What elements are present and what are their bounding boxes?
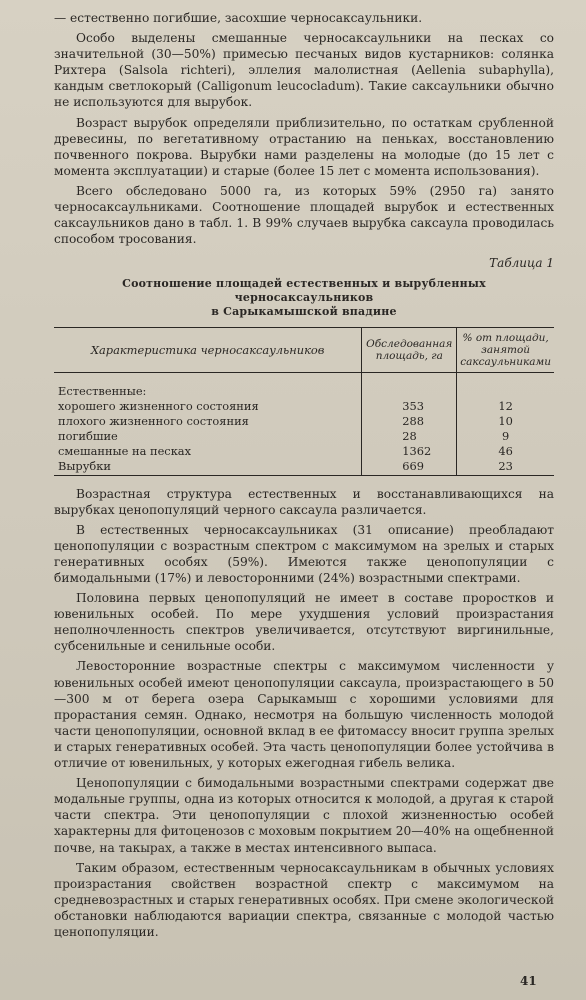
table-header-row <box>54 328 554 373</box>
row-label: плохого жизненного состояния <box>58 413 249 428</box>
paragraph-8: Левосторонние возрастные спектры с максимумом численности у ювенильных особей имеют ценопопуляции саксаула, произрастающего в 50—300 м от берега озера Сарыкамыш с хорошими условиями для прорастания семян. Однако, несмотря на большую численность молодой части ценопопуляции, основной вклад в ее фитомассу вносит группа зрелых и старых генеративных особей. Эта часть ценопопуляции более устойчива в отличие от ювенильных, у которых ежегодная гибель велика. <box>54 659 554 771</box>
row-label: хорошего жизненного состояния <box>58 398 259 413</box>
page-content <box>54 10 554 944</box>
row-label: Естественные: <box>58 383 147 398</box>
table-number: Таблица 1 <box>489 256 554 271</box>
paragraph-3: Возраст вырубок определяли приблизительно, по остаткам срубленной древесины, по вегетативному отрастанию на пеньках, восстановлению почвенного покрова. Вырубки нами разделены на молодые (до 15 лет с момента эксплуатации) и старые (более 15 лет с момента использования). <box>54 115 554 178</box>
paragraph-2: Особо выделены смешанные черносаксаульники на песках со значительной (30—50%) примесью песчаных видов кустарников: солянка Рихтера (Salsola richteri), эллелия малолистная (Aellenia subaphylla), кандым светлокорый (Calligonum leucocladum). Такие саксаульники обычно не используются для вырубок. <box>54 31 554 110</box>
header-characteristic: Характеристика черносаксаульников <box>54 328 362 373</box>
paragraph-4: Всего обследовано 5000 га, из которых 59% (2950 га) занято черносаксаульниками. Соотношение площадей вырубок и естественных саксаульников дано в табл. 1. В 99% случаев вырубка саксаула проводилась способом тросования. <box>54 183 554 247</box>
row-area: 1362 <box>362 444 457 459</box>
row-percent: 12 <box>457 399 554 414</box>
table-title-line-1: Соотношение площадей естественных и вырубленных черносаксаульников <box>122 277 486 305</box>
table-row <box>54 373 554 399</box>
row-label: погибшие <box>58 429 118 444</box>
paragraph-7: Половина первых ценопопуляций не имеет в составе проростков и ювенильных особей. По мере ухудшения условий произрастания неполночленность спектров увеличивается, отсутствуют виргинильные, субсенильные и сенильные особи. <box>54 591 554 654</box>
data-table <box>54 327 554 475</box>
row-percent <box>457 373 554 399</box>
paragraph-5: Возрастная структура естественных и восстанавливающихся на вырубках ценопопуляций черного саксаула различается. <box>54 486 554 517</box>
row-area <box>362 373 457 399</box>
table-row <box>54 444 554 459</box>
table-row <box>54 399 554 414</box>
row-area: 288 <box>362 414 457 429</box>
row-label: Вырубки <box>54 459 362 475</box>
table-row <box>54 429 554 444</box>
header-percent: % от площади, занятой саксаульниками <box>457 328 554 373</box>
row-area: 28 <box>362 429 457 444</box>
row-percent: 46 <box>457 444 554 459</box>
row-area: 669 <box>362 459 457 475</box>
data-table-wrapper <box>54 327 554 475</box>
paragraph-9: Ценопопуляции с бимодальными возрастными спектрами содержат две модальные группы, одна из которых относится к молодой, а другая к старой части спектра. Эти ценопопуляции с плохой жизненностью особей характерны для фитоценозов с моховым покрытием 20—40% на ощебненной почве, на такырах, а также в местах интенсивного выпаса. <box>54 776 554 855</box>
table-title-line-2: в Сарыкамышской впадине <box>211 305 397 319</box>
paragraph-6: В естественных черносаксаульниках (31 описание) преобладают ценопопуляции с возрастным спектром с максимумом на зрелых и старых генеративных особях (59%). Имеются также ценопопуляции с бимодальными (17%) и левосторонними (24%) возрастными спектрами. <box>54 522 554 585</box>
table-row <box>54 459 554 475</box>
row-area: 353 <box>362 399 457 414</box>
paragraph-1: — естественно погибшие, засохшие черносаксаульники. <box>54 11 423 25</box>
row-percent: 9 <box>457 429 554 444</box>
row-label: смешанные на песках <box>58 444 192 459</box>
paragraph-10: Таким образом, естественным черносаксаульникам в обычных условиях произрастания свойствен возрастной спектр с максимумом на средневозрастных и старых генеративных особях. При смене экологической обстановки наблюдаются вариации спектра, связанные с молодой частью ценопопуляции. <box>54 860 554 939</box>
row-percent: 10 <box>457 414 554 429</box>
row-percent: 23 <box>457 459 554 475</box>
table-title <box>54 277 554 319</box>
header-area: Обследованная площадь, га <box>362 328 457 373</box>
table-row <box>54 414 554 429</box>
page-number: 41 <box>520 974 537 988</box>
